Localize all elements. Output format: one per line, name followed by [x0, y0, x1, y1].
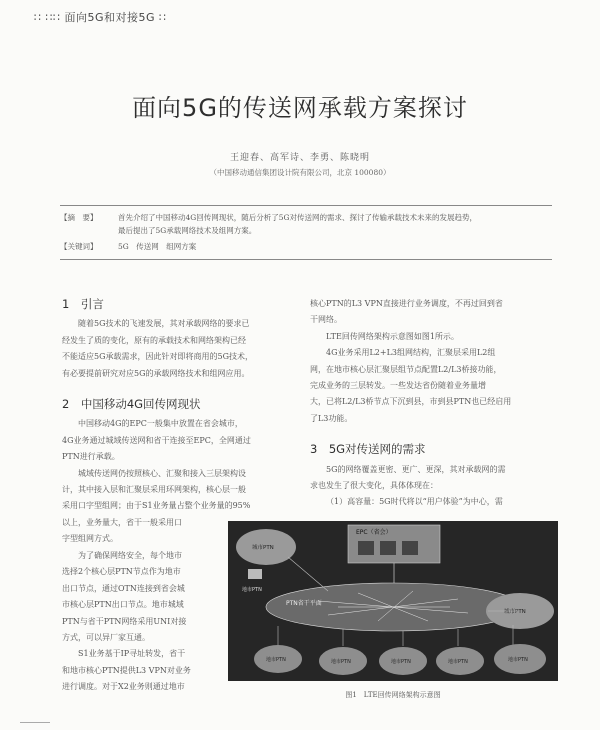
- city-network-label: 城市PTN: [252, 545, 274, 551]
- network-diagram: [228, 521, 558, 681]
- city-network-label: 地市PTN: [331, 659, 351, 665]
- left-column-narrow: [62, 548, 218, 696]
- city-network-label: 地市PTN: [242, 587, 262, 593]
- router-node: [248, 569, 262, 579]
- section-heading: 3 5G对传送网的需求: [310, 442, 426, 457]
- paragraph: 核心PTN的L3 VPN直接进行业务调度，不再过回到省 干网络。: [310, 299, 503, 325]
- figure-caption: 图1 LTE回传网络架构示意图: [345, 691, 441, 699]
- paragraph: 4G业务采用L2+L3组网结构，汇聚层采用L2组 网，在地市核心层汇聚层组节点配置L2/L3桥接功能， 完成业务的三层转发。一些发达省份随着业务量增 大，已将L2/L3桥节点下沉到县，市到县PTN也已经启用 了L3功能。: [310, 348, 512, 423]
- affiliation: （中国移动通信集团设计院有限公司，北京 100080）: [209, 168, 391, 177]
- keywords-label: 【关键词】: [60, 242, 98, 251]
- abstract-line: 首先介绍了中国移动4G回传网现状，随后分析了5G对传送网的需求、探讨了传输承载技术未来的发展趋势，: [118, 213, 478, 222]
- article-title: 面向5G的传送网承载方案探讨: [132, 94, 468, 122]
- paragraph: S1业务基于IP寻址转发，省干 和地市核心PTN提供L3 VPN对业务 进行调度。对于X2业务则通过地市: [62, 649, 191, 692]
- right-column: [310, 296, 546, 511]
- abstract-line: 最后提出了5G承载网络技术及组网方案。: [118, 226, 257, 235]
- abstract-bottom-rule: [60, 259, 552, 260]
- epc-label: EPC（省会）: [356, 529, 392, 536]
- epc-node: [402, 541, 418, 555]
- keywords-text: 5G 传送网 组网方案: [118, 242, 197, 251]
- section-heading: 1 引言: [62, 297, 104, 311]
- paragraph: 城域传送网仍按照核心、汇聚和接入三层架构设 计，其中接入层和汇聚层采用环网架构，核心层一般 采用口字型组网；由于S1业务量占整个业务量的95% 以上，业务量大，省干一般采用口 字型组网方式。: [62, 468, 251, 544]
- abstract-top-rule: [60, 205, 552, 206]
- ptn-core-label: PTN省干平面: [286, 600, 322, 607]
- header-bars-icon-right: ∷: [159, 11, 167, 24]
- paragraph: 随着5G技术的飞速发展，其对承载网络的要求已 经发生了质的变化，原有的承载技术和网络架构已经 不能适应5G承载需求，因此针对即将商用的5G技术， 有必要提前研究对应5G的承载网络技术和组网应用。: [62, 319, 253, 378]
- abstract: [60, 211, 552, 235]
- left-column: [62, 296, 288, 548]
- abstract-label: 【摘 要】: [60, 213, 98, 222]
- paragraph: （1）高容量：5G时代将以“用户体验”为中心，需: [326, 497, 503, 507]
- city-network-label: 地市PTN: [448, 659, 468, 665]
- header-bars-icon: ∷ ∷∷: [34, 11, 61, 24]
- section-header: [34, 9, 167, 25]
- paragraph: 为了确保网络安全，每个地市 选择2个核心层PTN节点作为地市 出口节点，通过OTN连接到省会城 市核心层PTN出口节点。地市城域 PTN与省干PTN网络采用UNI对接 方式，可以异厂家互通。: [62, 551, 187, 643]
- paragraph: 5G的网络覆盖更密、更广、更深，其对承载网的需 求也发生了很大变化，具体体现在：: [310, 464, 506, 491]
- keywords: [60, 240, 552, 253]
- city-network-label: 地市PTN: [266, 657, 286, 663]
- city-network-label: 地市PTN: [391, 659, 411, 665]
- city-network-label: 地市PTN: [508, 657, 528, 663]
- city-network-label: 城市PTN: [504, 609, 526, 615]
- epc-node: [358, 541, 374, 555]
- section-heading: 2 中国移动4G回传网现状: [62, 397, 201, 412]
- section-title: 面向5G和对接5G: [64, 11, 156, 24]
- network-figure: [228, 521, 558, 681]
- authors: 王迎春、高军诗、李勇、陈晓明: [229, 153, 370, 163]
- footer-rule: [20, 722, 50, 723]
- epc-node: [380, 541, 396, 555]
- paragraph: 中国移动4G的EPC一般集中放置在省会城市， 4G业务通过城域传送网和省干连接至EPC，全网通过 PTN进行承载。: [62, 419, 251, 462]
- paragraph: LTE回传网络架构示意图如图1所示。: [326, 331, 459, 341]
